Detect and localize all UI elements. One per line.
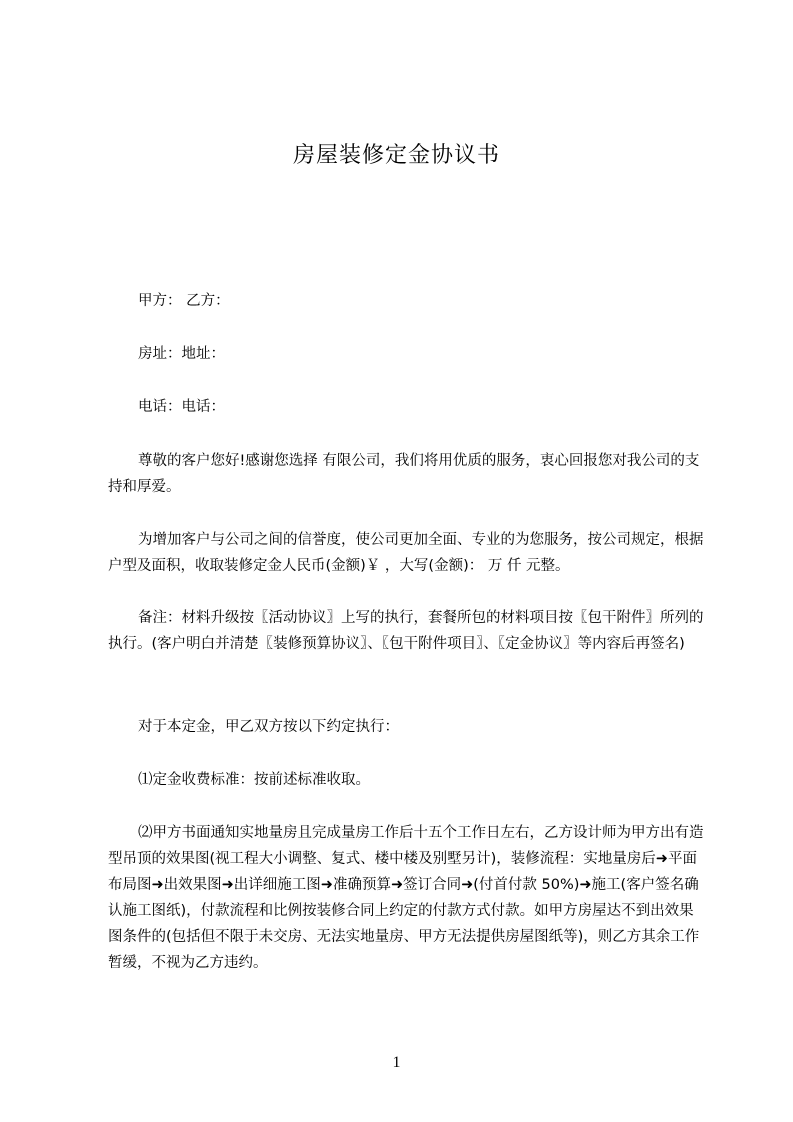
page-number: 1 — [392, 1054, 401, 1071]
document-title: 房屋装修定金协议书 — [292, 143, 500, 168]
address-line: 房址：地址： — [138, 346, 225, 362]
deposit-paragraph: 为增加客户与公司之间的信誉度，使公司更加全面、专业的为您服务，按公司规定，根据户型及面积，收取装修定金人民币(金额)￥ ，大写(金额)： 万 仟 元整。 — [108, 532, 704, 574]
greeting-paragraph: 尊敬的客户您好!感谢您选择 有限公司，我们将用优质的服务，衷心回报您对我公司的支持和厚爱。 — [108, 453, 700, 495]
remark-paragraph: 备注：材料升级按〖活动协议〗上写的执行，套餐所包的材料项目按〖包干附件〗所列的执行。(客户明白并清楚〖装修预算协议〗、〖包干附件项目〗、〖定金协议〗等内容后再签名) — [108, 610, 704, 652]
phone-line: 电话：电话： — [138, 399, 225, 415]
clause-1: ⑴定金收费标准：按前述标准收取。 — [138, 772, 370, 788]
parties-line: 甲方： 乙方： — [138, 293, 230, 309]
intro-clause: 对于本定金，甲乙双方按以下约定执行： — [138, 719, 399, 735]
clause-2: ⑵甲方书面通知实地量房且完成量房工作后十五个工作日左右，乙方设计师为甲方出有造型吊顶的效果图(视工程大小调整、复式、楼中楼及别墅另计)，装修流程：实地量房后➜平面布局图➜出效果图➜出详细施工图➜准确预算➜签订合同➜(付首付款 50%)➜施工(客户签名确认施工图纸)，付款流程和比例按装修合同上约定的付款方式付款。如甲方房屋达不到出效果图条件的(包括但不限于未交房、无法实地量房、甲方无法提供房屋图纸等)，则乙方其余工作暂缓，不视为乙方违约。 — [108, 825, 704, 971]
